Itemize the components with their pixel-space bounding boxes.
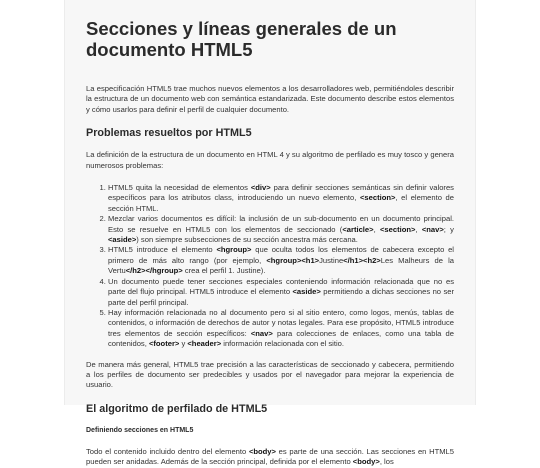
text-run: Mezclar varios documentos es difícil: la inclusión de un sub-documento en un documento principal. Esto se resuelve en HTML5 con los elementos de seccionado ( xyxy=(108,214,454,234)
text-run: , el elemento de sección HTML. xyxy=(108,193,454,213)
code-tag: <nav> xyxy=(250,328,273,338)
text-run: para definir secciones semánticas sin definir valores específicos para los atributos class, introduciendo un nuevo elemento, xyxy=(108,183,454,203)
subsection-heading: Definiendo secciones en HTML5 xyxy=(86,426,194,434)
list-item xyxy=(108,214,454,245)
text-run: ) son siempre subsecciones de su sección ancestra más cercana. xyxy=(136,235,358,245)
code-tag: <hgroup> xyxy=(216,245,252,255)
list-item xyxy=(108,183,454,214)
text-run: Hay información relacionada no al documento pero si al sitio entero, como logos, menús, tablas de contenidos, o información de derechos de autor y notas legales. Para ese propósito, HTML5 introduce tres elementos de sección específicos: xyxy=(108,307,454,338)
code-tag: <aside> xyxy=(108,235,137,245)
text-run: Justine xyxy=(319,255,344,265)
list-item xyxy=(108,308,454,350)
text-run: ; y xyxy=(443,224,454,234)
text-run: crea el perfil 1. Justine). xyxy=(182,266,266,276)
text-run: Todo el contenido incluido dentro del elemento xyxy=(86,446,249,456)
problems-intro: La definición de la estructura de un documento en HTML 4 y su algoritmo de perfilado es muy tosco y genera numerosos problemas: xyxy=(86,150,454,170)
text-run: que oculta todos los elementos de cabecera excepto el primero de más alto rango (por ejemplo, xyxy=(108,245,454,265)
text-run: información relacionada con el sitio. xyxy=(221,339,344,349)
code-tag: <footer> xyxy=(148,339,180,349)
text-run: HTML5 quita la necesidad de elementos xyxy=(108,183,251,193)
code-tag: <body> xyxy=(352,457,380,467)
text-run: para colecciones de enlaces, como una tabla de contenidos, xyxy=(108,328,454,349)
text-run: y xyxy=(179,339,188,349)
text-run: , xyxy=(415,224,422,234)
problems-list xyxy=(86,183,454,350)
code-tag: <hgroup><h1> xyxy=(266,255,320,265)
code-tag: <section> xyxy=(360,193,396,203)
intro-paragraph: La especificación HTML5 trae muchos nuevos elementos a los desarrolladores web, permitiéndoles describir la estructura de un documento web con semántica estandarizada. Este documento describe estos elementos y cómo usarlos para definir el perfil de cualquier documento. xyxy=(86,84,454,114)
text-run: es parte de una sección. Las secciones en HTML5 pueden ser anidadas. Además de la sección principal, definida por el elemento xyxy=(86,446,454,467)
code-tag: <header> xyxy=(187,339,222,349)
list-item xyxy=(108,277,454,308)
code-tag: <article> xyxy=(342,224,374,234)
code-tag: <div> xyxy=(250,183,271,193)
section-heading-problems: Problemas resueltos por HTML5 xyxy=(86,127,252,140)
text-run: Les Malheurs de la Vertu xyxy=(108,255,454,276)
document-page xyxy=(64,0,476,467)
list-item xyxy=(108,245,454,276)
code-tag: <aside> xyxy=(292,287,321,297)
sections-paragraph xyxy=(86,447,454,468)
page-title: Secciones y líneas generales de un documento HTML5 xyxy=(86,18,397,60)
code-tag: </h2></hgroup> xyxy=(125,266,183,276)
text-run: , xyxy=(373,224,380,234)
text-run: HTML5 introduce el elemento xyxy=(108,245,217,255)
text-run: , los xyxy=(379,457,394,467)
section-heading-algorithm: El algoritmo de perfilado de HTML5 xyxy=(86,402,268,415)
text-run: Un documento puede tener secciones especiales conteniendo información relacionada que no es parte del flujo principal. HTML5 introduce el elemento xyxy=(108,276,454,297)
closing-paragraph: De manera más general, HTML5 trae precisión a las características de seccionado y cabecera, permitiendo a los perfiles de documento ser predecibles y usados por el navegador para mejorar la experiencia de usuario. xyxy=(86,359,454,390)
code-tag: <section> xyxy=(379,224,416,234)
code-tag: <nav> xyxy=(421,224,444,234)
code-tag: <body> xyxy=(248,446,276,456)
code-tag: </h1><h2> xyxy=(343,255,381,265)
text-run: permitiendo a dichas secciones no ser parte del perfil principal. xyxy=(108,287,454,307)
